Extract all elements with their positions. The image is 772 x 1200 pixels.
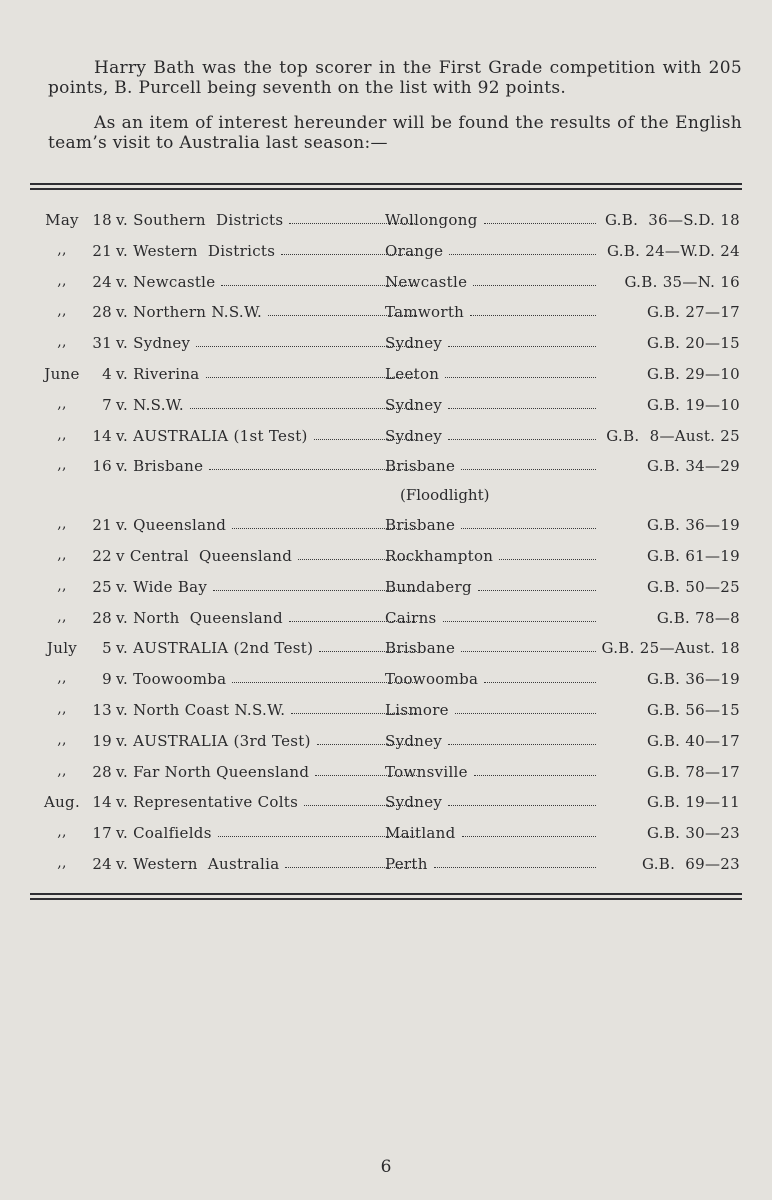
- result-cell: G.B. 8—Aust. 25: [606, 426, 740, 445]
- venue-text: Toowoomba: [385, 670, 479, 689]
- opponent-text: v. N.S.W.: [116, 395, 184, 414]
- leader-dots: [461, 639, 596, 652]
- day-cell: 22: [92, 546, 112, 565]
- opponent-text: v. Sydney: [116, 334, 191, 353]
- leader-dots: [448, 334, 596, 347]
- opponent-text: v. Coalfields: [116, 824, 212, 843]
- venue-text: Wollongong: [385, 211, 478, 229]
- leader-dots: [448, 732, 596, 745]
- ditto-mark: ,,: [57, 241, 67, 258]
- table-row: [40, 820, 745, 851]
- venue-text: Bundaberg: [385, 577, 472, 596]
- day-cell: 18: [92, 211, 112, 229]
- result-cell: G.B. 19—11: [647, 793, 740, 812]
- venue-text: Sydney: [385, 334, 443, 353]
- month-cell: June: [44, 364, 80, 383]
- venue-cell: [385, 365, 600, 383]
- table-row: [40, 361, 745, 392]
- venue-cell: [385, 242, 600, 260]
- month-cell: May: [45, 211, 79, 229]
- day-cell: 4: [102, 364, 112, 383]
- leader-dots: [448, 793, 596, 806]
- ditto-mark: ,,: [57, 272, 67, 289]
- venue-text: Sydney: [385, 395, 443, 414]
- opponent-text: v. Brisbane: [116, 457, 204, 476]
- opponent-text: v. Wide Bay: [116, 577, 208, 596]
- table-row: [40, 789, 745, 820]
- leader-dots: [434, 855, 596, 868]
- result-cell: G.B. 30—23: [647, 824, 740, 843]
- result-cell: G.B. 78—17: [647, 762, 740, 781]
- venue-text: Sydney: [385, 731, 443, 750]
- opponent-cell: [116, 732, 421, 750]
- ditto-mark: ,,: [57, 426, 67, 443]
- table-row: [40, 543, 745, 574]
- venue-cell: [385, 211, 600, 229]
- venue-cell: [385, 609, 600, 627]
- result-cell: G.B. 20—15: [647, 334, 740, 353]
- day-cell: 9: [102, 670, 112, 689]
- day-cell: 21: [92, 241, 112, 260]
- venue-text: Perth: [385, 854, 428, 873]
- result-cell: G.B. 34—29: [647, 457, 740, 476]
- opponent-cell: [116, 578, 421, 596]
- table-row: [40, 635, 745, 666]
- result-cell: G.B. 36—19: [647, 516, 740, 535]
- table-row: [40, 269, 745, 300]
- month-cell: July: [46, 639, 78, 658]
- ditto-mark: ,,: [57, 824, 67, 841]
- ditto-mark: ,,: [57, 334, 67, 351]
- venue-cell: [385, 427, 600, 445]
- ditto-mark: ,,: [57, 516, 67, 533]
- opponent-cell: [116, 303, 421, 321]
- intro-paragraph-2: As an item of interest hereunder will be found the results of the English team’s visit to Australia last season:—: [48, 113, 742, 153]
- day-cell: 13: [92, 700, 112, 719]
- results-table: [40, 207, 745, 882]
- venue-text: Brisbane: [385, 639, 456, 658]
- result-cell: G.B. 25—Aust. 18: [601, 639, 740, 658]
- result-cell: G.B. 36—19: [647, 670, 740, 689]
- venue-text: Maitland: [385, 824, 456, 843]
- month-cell: Aug.: [43, 793, 81, 812]
- venue-cell: [385, 639, 600, 657]
- venue-cell: [385, 516, 600, 534]
- leader-dots: [443, 609, 596, 622]
- day-cell: 17: [92, 824, 112, 843]
- floodlight-note-row: [40, 484, 745, 512]
- table-row: [40, 728, 745, 759]
- opponent-cell: [116, 365, 421, 383]
- opponent-cell: [116, 516, 421, 534]
- result-cell: G.B. 19—10: [647, 395, 740, 414]
- opponent-cell: [116, 609, 421, 627]
- ditto-mark: ,,: [57, 762, 67, 779]
- intro-paragraph-1: Harry Bath was the top scorer in the First Grade competition with 205 points, B. Purcell being seventh on the list with 92 points.: [48, 58, 742, 98]
- result-cell: G.B. 24—W.D. 24: [606, 241, 740, 260]
- day-cell: 7: [102, 395, 112, 414]
- venue-text: Leeton: [385, 364, 440, 383]
- venue-text: Cairns: [385, 608, 437, 627]
- opponent-text: v. Northern N.S.W.: [116, 303, 263, 322]
- leader-dots: [473, 273, 596, 286]
- ditto-mark: ,,: [57, 608, 67, 625]
- day-cell: 28: [92, 608, 112, 627]
- opponent-cell: [116, 273, 421, 291]
- venue-text: Newcastle: [385, 272, 468, 291]
- leader-dots: [470, 303, 596, 316]
- result-cell: G.B. 50—25: [647, 577, 740, 596]
- opponent-cell: [116, 855, 421, 873]
- opponent-cell: [116, 334, 421, 352]
- venue-cell: [385, 547, 600, 565]
- opponent-text: v. Western Districts: [116, 241, 276, 260]
- day-cell: 14: [92, 426, 112, 445]
- venue-cell: [385, 334, 600, 352]
- opponent-cell: [116, 701, 421, 719]
- venue-text: Tamworth: [385, 303, 465, 322]
- floodlight-note: (Floodlight): [400, 486, 490, 505]
- opponent-cell: [116, 457, 421, 475]
- opponent-text: v Central Queensland: [116, 546, 293, 565]
- ditto-mark: ,,: [57, 731, 67, 748]
- ditto-mark: ,,: [57, 395, 67, 412]
- leader-dots: [478, 578, 596, 591]
- opponent-cell: [116, 670, 421, 688]
- result-cell: G.B. 27—17: [647, 303, 740, 322]
- venue-text: Rockhampton: [385, 546, 494, 565]
- opponent-cell: [116, 639, 421, 657]
- venue-text: Townsville: [385, 762, 468, 781]
- table-row: [40, 453, 745, 484]
- ditto-mark: ,,: [57, 546, 67, 563]
- opponent-text: v. North Queensland: [116, 608, 283, 627]
- page-number: 6: [380, 1157, 392, 1177]
- venue-text: Orange: [385, 241, 444, 260]
- venue-cell: [385, 396, 600, 414]
- opponent-text: v. Far North Queensland: [116, 762, 310, 781]
- day-cell: 31: [92, 334, 112, 353]
- leader-dots: [448, 427, 596, 440]
- leader-dots: [448, 396, 596, 409]
- opponent-text: v. North Coast N.S.W.: [116, 700, 286, 719]
- day-cell: 5: [102, 639, 112, 658]
- leader-dots: [445, 365, 596, 378]
- table-row: [40, 759, 745, 790]
- opponent-cell: [116, 824, 421, 842]
- venue-cell: [385, 855, 600, 873]
- ditto-mark: ,,: [57, 457, 67, 474]
- result-cell: G.B. 69—23: [641, 854, 740, 873]
- table-row: [40, 512, 745, 543]
- opponent-cell: [116, 793, 421, 811]
- leader-dots: [462, 824, 596, 837]
- venue-cell: [385, 670, 600, 688]
- leader-dots: [196, 334, 417, 347]
- venue-text: Brisbane: [385, 457, 456, 476]
- opponent-cell: [116, 763, 421, 781]
- day-cell: 19: [92, 731, 112, 750]
- leader-dots: [474, 763, 596, 776]
- ditto-mark: ,,: [57, 303, 67, 320]
- table-row: [40, 392, 745, 423]
- venue-text: Lismore: [385, 700, 449, 719]
- day-cell: 28: [92, 303, 112, 322]
- result-cell: G.B. 56—15: [647, 700, 740, 719]
- table-row: [40, 851, 745, 882]
- ditto-mark: ,,: [57, 577, 67, 594]
- opponent-cell: [116, 242, 421, 260]
- opponent-text: v. Toowoomba: [116, 670, 227, 689]
- opponent-text: v. AUSTRALIA (1st Test): [116, 426, 308, 445]
- leader-dots: [455, 701, 596, 714]
- venue-cell: [385, 763, 600, 781]
- venue-cell: [385, 457, 600, 475]
- leader-dots: [461, 516, 596, 529]
- table-row: [40, 238, 745, 269]
- opponent-cell: [116, 211, 421, 229]
- table-row: [40, 605, 745, 636]
- day-cell: 24: [92, 854, 112, 873]
- opponent-text: v. Newcastle: [116, 272, 216, 291]
- day-cell: 25: [92, 577, 112, 596]
- opponent-text: v. AUSTRALIA (2nd Test): [116, 639, 314, 658]
- leader-dots: [461, 457, 596, 470]
- venue-cell: [385, 578, 600, 596]
- venue-text: Brisbane: [385, 516, 456, 535]
- top-double-rule: [30, 183, 742, 190]
- table-row: [40, 666, 745, 697]
- opponent-text: v. Southern Districts: [116, 211, 284, 229]
- opponent-cell: [116, 427, 421, 445]
- opponent-cell: [116, 547, 421, 565]
- ditto-mark: ,,: [57, 700, 67, 717]
- day-cell: 14: [92, 793, 112, 812]
- venue-cell: [385, 793, 600, 811]
- day-cell: 28: [92, 762, 112, 781]
- venue-text: Sydney: [385, 426, 443, 445]
- result-cell: G.B. 78—8: [656, 608, 740, 627]
- opponent-text: v. AUSTRALIA (3rd Test): [116, 731, 311, 750]
- table-row: [40, 574, 745, 605]
- leader-dots: [449, 242, 596, 255]
- ditto-mark: ,,: [57, 854, 67, 871]
- venue-cell: [385, 273, 600, 291]
- opponent-cell: [116, 396, 421, 414]
- day-cell: 24: [92, 272, 112, 291]
- table-row: [40, 330, 745, 361]
- venue-cell: [385, 824, 600, 842]
- venue-cell: [385, 303, 600, 321]
- ditto-mark: ,,: [57, 670, 67, 687]
- venue-cell: [385, 732, 600, 750]
- leader-dots: [190, 396, 417, 409]
- bottom-double-rule: [30, 893, 742, 900]
- opponent-text: v. Queensland: [116, 516, 227, 535]
- table-row: [40, 697, 745, 728]
- venue-text: Sydney: [385, 793, 443, 812]
- table-row: [40, 207, 745, 238]
- result-cell: G.B. 29—10: [647, 364, 740, 383]
- result-cell: G.B. 61—19: [647, 546, 740, 565]
- result-cell: G.B. 35—N. 16: [624, 272, 740, 291]
- venue-cell: [385, 701, 600, 719]
- table-row: [40, 299, 745, 330]
- day-cell: 21: [92, 516, 112, 535]
- table-row: [40, 423, 745, 454]
- opponent-text: v. Riverina: [116, 364, 200, 383]
- opponent-text: v. Representative Colts: [116, 793, 299, 812]
- day-cell: 16: [92, 457, 112, 476]
- opponent-text: v. Western Australia: [116, 854, 280, 873]
- result-cell: G.B. 36—S.D. 18: [604, 211, 740, 229]
- result-cell: G.B. 40—17: [647, 731, 740, 750]
